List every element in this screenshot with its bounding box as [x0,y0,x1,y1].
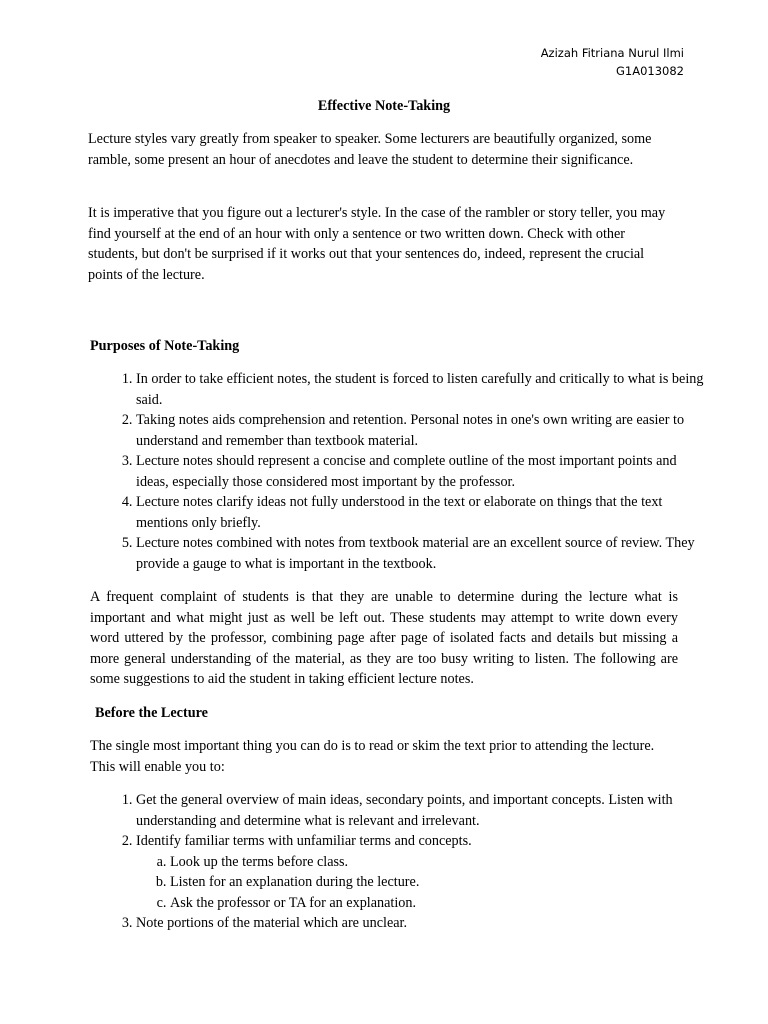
sub-list-item: c. Ask the professor or TA for an explanation. [170,893,706,914]
list-item: 3. Lecture notes should represent a concise and complete outline of the most important points and ideas, especially those considered most important by the professor. [136,451,706,492]
author-name: Azizah Fitriana Nurul Ilmi [540,46,684,60]
before-lecture-heading: Before the Lecture [95,705,208,721]
list-item-text: Identify familiar terms with unfamiliar terms and concepts. [136,833,472,849]
before-lecture-intro: The single most important thing you can do is to read or skim the text prior to attending the lecture. This will enable you to: [90,738,655,775]
intro-paragraph-1: Lecture styles vary greatly from speaker to speaker. Some lecturers are beautifully organized, some ramble, some present an hour of anecdotes and leave the student to determine their significance. [88,131,652,168]
purposes-heading: Purposes of Note-Taking [90,338,240,354]
list-item: 3. Note portions of the material which are unclear. [136,913,706,934]
list-item: 5. Lecture notes combined with notes from textbook material are an excellent source of review. They provide a gauge to what is important in the textbook. [136,533,706,574]
sub-list [136,852,706,914]
list-item [136,831,706,913]
before-lecture-list [112,790,706,934]
list-item: 1. Get the general overview of main ideas, secondary points, and important concepts. Listen with understanding and determine what is relevant and irrelevant. [136,790,706,831]
document-title: Effective Note-Taking [317,98,451,114]
intro-paragraph-2: It is imperative that you figure out a lecturer's style. In the case of the rambler or story teller, you may find yourself at the end of an hour with only a sentence or two written down. Check with other students, but don't be surprised if it works out that your sentences do, indeed, represent the crucial points of the lecture. [88,205,666,283]
complaint-paragraph: A frequent complaint of students is that they are unable to determine during the lecture what is important and what might just as well be left out. These students may attempt to write down every word uttered by the professor, combining page after page of isolated facts and details but missing a more general understanding of the material, as they are too busy writing to listen. The following are some suggestions to aid the student in taking efficient lecture notes. [90,589,678,687]
sub-list-item: a. Look up the terms before class. [170,852,706,873]
student-id: G1A013082 [616,64,684,78]
purposes-list [112,369,706,574]
list-item: 2. Taking notes aids comprehension and retention. Personal notes in one's own writing are easier to understand and remember than textbook material. [136,410,706,451]
sub-list-item: b. Listen for an explanation during the lecture. [170,872,706,893]
author-block [541,44,684,80]
list-item: 4. Lecture notes clarify ideas not fully understood in the text or elaborate on things that the text mentions only briefly. [136,492,706,533]
list-item: 1. In order to take efficient notes, the student is forced to listen carefully and critically to what is being said. [136,369,706,410]
